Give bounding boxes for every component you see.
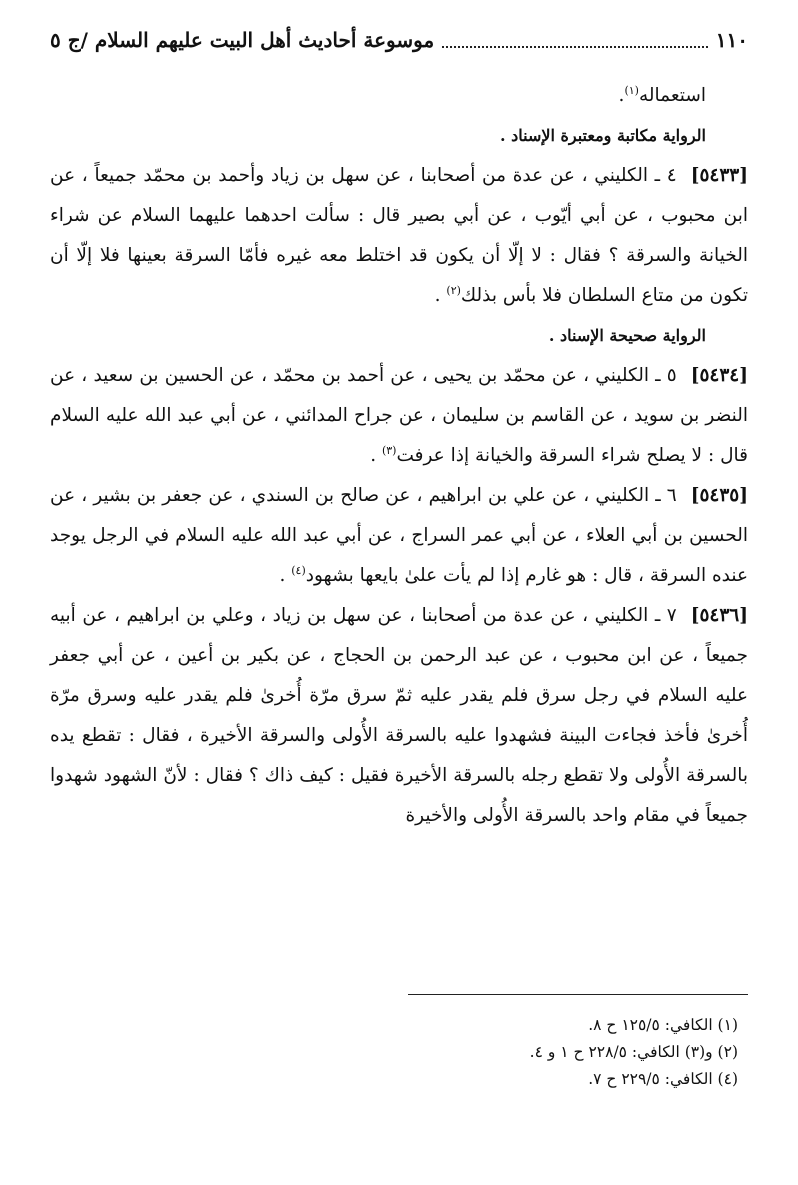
hadith-number: [٥٤٣٣]: [690, 165, 748, 186]
hadith-entry: [٥٤٣٥]٦ ـ الكليني ، عن علي بن ابراهيم ، عن صالح بن السندي ، عن جعفر بن بشير ، عن الحسين بن أبي العلاء ، عن أبي عمر السراج ، عن أبي عبد الله عليه السلام في الرجل يوجد عنده السرقة ، قال : هو غارم إذا لم يأت علىٰ بايعها بشهود$^{(٤)}$ .: [50, 485, 748, 586]
hadith-text: ٦ ـ الكليني ، عن علي بن ابراهيم ، عن صالح بن السندي ، عن جعفر بن بشير ، عن الحسين بن أبي العلاء ، عن أبي عمر السراج ، عن أبي عبد الله عليه السلام في الرجل يوجد عنده السرقة ، قال : هو غارم إذا لم يأت علىٰ بايعها بشهود: [50, 485, 748, 586]
footnotes: [50, 1012, 748, 1093]
isnad-note: الرواية صحيحة الإسناد .: [548, 326, 706, 345]
opening-line: استعماله$^{(١)}$.: [618, 83, 706, 106]
hadith-text: ٥ ـ الكليني ، عن محمّد بن يحيى ، عن أحمد بن محمّد ، عن الحسين بن سعيد ، عن النضر بن سويد ، عن القاسم بن سليمان ، عن جراح المدائني ، عن أبي عبد الله عليه السلام قال : لا يصلح شراء السرقة والخيانة إذا عرفت: [50, 365, 748, 466]
footnote-ref: (٤): [291, 563, 306, 577]
isnad-note: الرواية مكاتبة ومعتبرة الإسناد .: [499, 126, 706, 145]
footnote: (١) الكافي: ١٢٥/٥ ح ٨.: [588, 1016, 738, 1034]
hadith-entry: [50, 596, 748, 836]
hadith-number: [٥٤٣٥]: [690, 485, 748, 506]
header-dot-leader: [442, 32, 708, 48]
footnote-divider: [408, 994, 748, 995]
page-number: ١١٠: [715, 28, 748, 52]
hadith-number: [٥٤٣٤]: [690, 365, 748, 386]
hadith-entry: [٥٤٣٤]٥ ـ الكليني ، عن محمّد بن يحيى ، عن أحمد بن محمّد ، عن الحسين بن سعيد ، عن النضر بن سويد ، عن القاسم بن سليمان ، عن جراح المدائني ، عن أبي عبد الله عليه السلام قال : لا يصلح شراء السرقة والخيانة إذا عرفت$^{(٣)}$ .: [50, 365, 748, 466]
book-title: موسوعة أحاديث أهل البيت عليهم السلام /ج ٥: [50, 28, 435, 52]
footnote-ref: (٣): [381, 443, 397, 457]
footnote: (٢) و(٣) الكافي: ٢٢٨/٥ ح ١ و ٤.: [529, 1043, 738, 1061]
hadith-text: ٧ ـ الكليني ، عن عدة من أصحابنا ، عن سهل بن زياد ، وعلي بن ابراهيم ، عن أبيه جميعاً ، عن ابن محبوب ، عن عبد الرحمن بن الحجاج ، عن بكير بن أعين ، عن أبي جعفر عليه السلام في رجل سرق فلم يقدر عليه ثمّ سرق مرّة أُخرىٰ فلم يقدر عليه وسرق مرّة أُخرىٰ فأخذ فجاءت البينة فشهدوا عليه بالسرقة الأُولى والسرقة الأخيرة ، فقال : تقطع يده بالسرقة الأُولى ولا تقطع رجله بالسرقة الأخيرة فقيل : كيف ذاك ؟ فقال : لأنّ الشهود شهدوا جميعاً في مقام واحد بالسرقة الأُولى والأخيرة: [50, 605, 748, 826]
footnote-ref: (٢): [446, 283, 461, 297]
running-header: [50, 22, 748, 58]
hadith-number: [٥٤٣٦]: [690, 605, 748, 626]
footnote: (٤) الكافي: ٢٢٩/٥ ح ٧.: [588, 1070, 738, 1088]
hadith-text: ٤ ـ الكليني ، عن عدة من أصحابنا ، عن سهل بن زياد وأحمد بن محمّد جميعاً ، عن ابن محبوب ، عن أبي أيّوب ، عن أبي بصير قال : سألت احدهما عليهما السلام عن شراء الخيانة والسرقة ؟ فقال : لا إلّا أن يكون قد اختلط معه غيره فأمّا السرقة بعينها فلا إلّا أن تكون من متاع السلطان فلا بأس بذلك: [50, 165, 748, 306]
main-text: [50, 76, 748, 836]
hadith-entry: [٥٤٣٣]٤ ـ الكليني ، عن عدة من أصحابنا ، عن سهل بن زياد وأحمد بن محمّد جميعاً ، عن ابن محبوب ، عن أبي أيّوب ، عن أبي بصير قال : سألت احدهما عليهما السلام عن شراء الخيانة والسرقة ؟ فقال : لا إلّا أن يكون قد اختلط معه غيره فأمّا السرقة بعينها فلا إلّا أن تكون من متاع السلطان فلا بأس بذلك$^{(٢)}$ .: [50, 165, 748, 306]
footnote-ref: (١): [624, 83, 639, 97]
